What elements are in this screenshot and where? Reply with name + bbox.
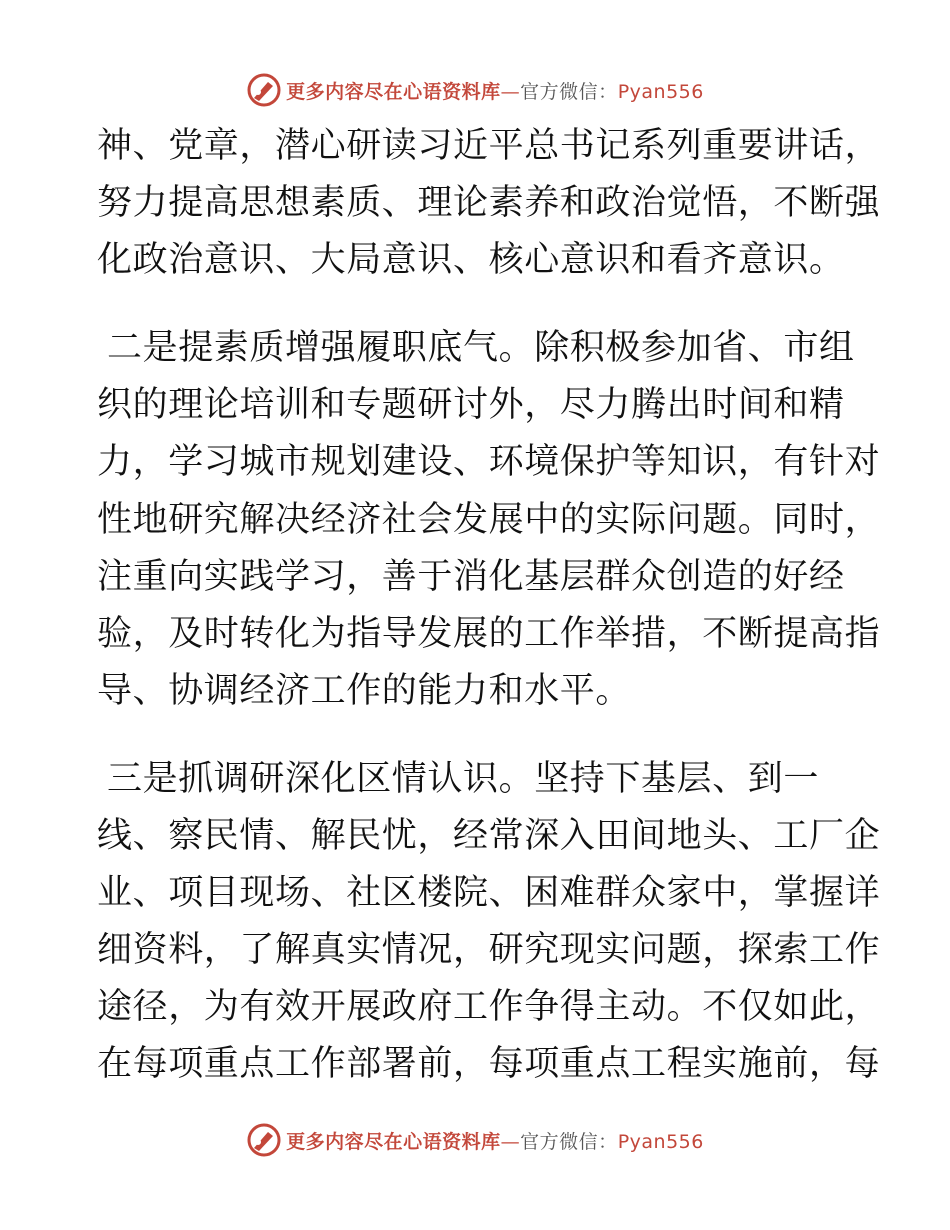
watermark-id: Pyan556 — [617, 80, 704, 103]
header-watermark — [0, 70, 950, 110]
text-line: 神、党章，潜心研读习近平总书记系列重要讲话， — [97, 126, 881, 166]
text-line: 注重向实践学习，善于消化基层群众创造的好经 — [97, 556, 845, 597]
text-line: 线、察民情、解民忧，经常深入田间地头、工厂企 — [97, 816, 881, 857]
text-line: 验，及时转化为指导发展的工作举措，不断提高指 — [97, 613, 881, 654]
text-line: 在每项重点工作部署前，每项重点工程实施前，每 — [97, 1044, 881, 1085]
text-line: 二是提素质增强履职底气。除积极参加省、市组 — [107, 328, 855, 369]
text-line: 力，学习城市规划建设、环境保护等知识，有针对 — [97, 442, 881, 483]
watermark-text — [286, 77, 704, 104]
watermark-main: 更多内容尽在心语资料库 — [286, 1130, 501, 1153]
watermark-text — [286, 1127, 704, 1154]
text-line: 织的理论培训和专题研讨外，尽力腾出时间和精 — [97, 385, 845, 426]
paragraph-1 — [97, 118, 881, 289]
text-line: 导、协调经济工作的能力和水平。 — [97, 670, 632, 711]
logo-icon — [246, 1122, 282, 1158]
text-line: 途径，为有效开展政府工作争得主动。不仅如此， — [97, 987, 881, 1028]
watermark-wechat: 官方微信： — [520, 80, 618, 103]
paragraph-2 — [97, 320, 881, 720]
watermark-dash: — — [500, 1130, 521, 1153]
watermark-wechat: 官方微信： — [520, 1130, 618, 1153]
watermark-dash: — — [500, 80, 521, 103]
logo-icon — [246, 72, 282, 108]
text-line: 细资料，了解真实情况，研究现实问题，探索工作 — [97, 930, 881, 971]
document-body — [97, 118, 881, 1094]
footer-watermark — [0, 1120, 950, 1160]
text-line: 化政治意识、大局意识、核心意识和看齐意识。 — [97, 240, 845, 281]
text-line: 努力提高思想素质、理论素养和政治觉悟，不断强 — [97, 183, 881, 224]
paragraph-3 — [97, 751, 881, 1094]
text-line: 三是抓调研深化区情认识。坚持下基层、到一 — [107, 758, 820, 799]
text-line: 性地研究解决经济社会发展中的实际问题。同时， — [97, 499, 881, 540]
watermark-main: 更多内容尽在心语资料库 — [286, 80, 501, 103]
text-line: 业、项目现场、社区楼院、困难群众家中，掌握详 — [97, 873, 881, 914]
watermark-id: Pyan556 — [617, 1130, 704, 1153]
